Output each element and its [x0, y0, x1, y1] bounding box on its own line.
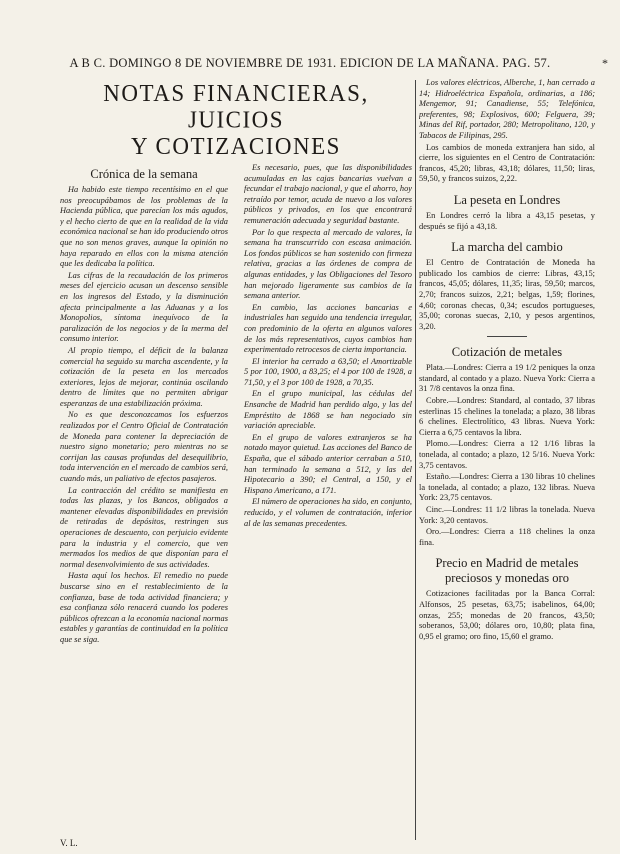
oro-text: Cotizaciones facilitadas por la Banca Corral: Alfonsos, 25 pesetas, 63,75; isabelinos, 64,00; onzas, 255; monedas de 20 francos, 43,50; soberanos, 53,00; dólares oro, 10,80; plata fina, 0,95 el gramo; oro fino, 15,60 el gramo. — [419, 589, 595, 641]
article-headline — [60, 80, 412, 160]
paragraph: Es necesario, pues, que las disponibilidades acumuladas en las cajas bancarias vuelvan a fecundar el trabajo nacional, y que el ahorro, hoy retraído por temor, acuda de nuevo a los valores públicos y privados, en los que encontrará remuneración adecuada y seguridad bastante. — [244, 163, 412, 225]
divider — [487, 336, 527, 337]
headline-line-2: Y COTIZACIONES — [131, 132, 341, 160]
headline-line-1: NOTAS FINANCIERAS, JUICIOS — [103, 79, 369, 133]
paragraph: Al propio tiempo, el déficit de la balanza comercial ha seguido su marcha ascendente, y la cotización de la peseta en los mercados exteriores, lejos de mejorar, continúa oscilando dentro de límites que no permiten abrigar esperanzas de una estabilización próxima. — [60, 345, 228, 408]
article-column-1 — [60, 163, 228, 647]
header-mark: * — [602, 56, 608, 70]
page-footer: V. L. — [60, 838, 78, 848]
oro-title: Precio en Madrid de metales preciosos y monedas oro — [435, 556, 579, 586]
paragraph: Las cifras de la recaudación de los primeros meses del ejercicio acusan un descenso sensible en los ingresos del Estado, y la disminución afecta principalmente a las Aduanas y a los Monopolios, síntoma inequívoco de la paralización de los negocios y de la merma del consumo interior. — [60, 270, 228, 344]
peseta-title: La peseta en Londres — [453, 192, 561, 207]
cambio-title: La marcha del cambio — [451, 240, 563, 255]
paragraph: El interior ha cerrado a 63,50; el Amortizable 5 por 100, 1900, a 83,25; el 4 por 100 de 1928, a 71,50, y el 3 por 100 de 1928, a 70,35. — [244, 356, 412, 387]
paragraph: Oro.—Londres: Cierra a 118 chelines la onza fina. — [419, 527, 595, 547]
paragraph: En el grupo municipal, las cédulas del Ensanche de Madrid han perdido algo, y las del Empréstito de 1868 se han negociado sin variación apreciable. — [244, 389, 412, 431]
page-header: A B C. DOMINGO 8 DE NOVIEMBRE DE 1931. EDICION DE LA MAÑANA. PAG. 57. — [69, 56, 551, 70]
paragraph: El número de operaciones ha sido, en conjunto, reducido, y el volumen de contratación, inferior al de las semanas precedentes. — [244, 497, 412, 528]
paragraph: Cobre.—Londres: Standard, al contado, 37 libras esterlinas 15 chelines la tonelada; a plazo, 38 libras 6 chelines. Electrolítico, 43 libras. Nueva York: Cierra a 6,75 centavos la libra. — [419, 396, 595, 437]
cambio-text: El Centro de Contratación de Moneda ha publicado los cambios de cierre: Libras, 43,15; francos, 45,05; dólares, 11,35; liras, 59,50; marcos, 2,70; francos suizos, 2,21; belgas, 1,59; florines, 4,60; coronas checas, 0,34; escudos portugueses, 35,00; coronas suecas, 2,10, y pesos argentinos, 3,20. — [419, 258, 595, 331]
article-column-2 — [244, 163, 412, 647]
paragraph: En el grupo de valores extranjeros se ha notado mayor quietud. Las acciones del Banco de España, que el sábado anterior cerraban a 510, han terminado la semana a 512, y las del Hipotecario a 390; el Central, a 150, y el Hispano Americano, a 171. — [244, 432, 412, 495]
paragraph: No es que desconozcamos los esfuerzos realizados por el Centro Oficial de Contratación de Moneda para contener la depreciación de nuestro signo monetario; pero mientras no se corrijan las causas profundas del desequilibrio, toda intervención en el mercado de cambios será, cuando más, un paliativo de efectos pasajeros. — [60, 410, 228, 484]
paragraph: Los valores eléctricos, Alberche, 1, han cerrado a 14; Hidroeléctrica Española, ordinarias, a 186; Mengemor, 91; Canadiense, 55; Telefónica, preferentes, 98; Explosivos, 600; Felguera, 39; Minas del Rif, portador, 280; Metropolitano, 120, y Tabacos de Filipinas, 295. — [419, 78, 595, 140]
paragraph: Cinc.—Londres: 11 1/2 libras la tonelada. Nueva York: 3,20 centavos. — [419, 505, 595, 525]
paragraph: Estaño.—Londres: Cierra a 130 libras 10 chelines la tonelada, al contado; a plazo, 132 libras. Nueva York: 23,75 centavos. — [419, 472, 595, 503]
metales-title: Cotización de metales — [451, 345, 563, 360]
main-article — [60, 78, 412, 846]
paragraph: Ha habido este tiempo recentísimo en el que nos preocupábamos de los problemas de la Hacienda pública, que parecían los más agudos, y el hecho cierto de que en la realidad de la vida económica nacional se han ido produciendo otros que no son menos graves, aunque la opinión no haya reparado en ellos con la misma atención que les dedicaba la política. — [60, 185, 228, 269]
article-columns — [60, 163, 412, 647]
paragraph: Por lo que respecta al mercado de valores, la semana ha transcurrido con escasa animación. Los fondos públicos se han sostenido con firmeza relativa, gracias a las órdenes de compra de algunas entidades, y las Obligaciones del Tesoro han mejorado ligeramente sus cambios de la semana anterior. — [244, 227, 412, 301]
column-rule — [415, 80, 416, 840]
section-title: Crónica de la semana — [90, 167, 198, 181]
paragraph: Hasta aquí los hechos. El remedio no puede buscarse sino en el restablecimiento de la confianza, base de toda actividad financiera; y esa confianza sólo renacerá cuando los poderes públicos ofrezcan a la economía nacional normas estables y garantías de continuidad en la política que se siga. — [60, 571, 228, 644]
right-column — [419, 78, 595, 846]
paragraph: Plomo.—Londres: Cierra a 12 1/16 libras la tonelada, al contado; a plazo, 12 5/16. Nueva York: 3,75 centavos. — [419, 439, 595, 470]
paragraph: La contracción del crédito se manifiesta en todas las plazas, y los Bancos, obligados a mantener elevadas disponibilidades en previsión de retiradas de depósitos, restringen sus operaciones de descuento, con perjuicio evidente para la industria y el comercio, que ven mermados los medios de que disponían para el normal desenvolvimiento de sus actividades. — [60, 485, 228, 569]
paragraph: Plata.—Londres: Cierra a 19 1/2 peniques la onza standard, al contado y a plazo. Nueva York: Cierra a 31 7/8 centavos la onza fina. — [419, 363, 595, 394]
paragraph: Los cambios de moneda extranjera han sido, al cierre, los siguientes en el Centro de Contratación: francos, 45,20; libras, 43,18; dólares, 11,50; liras, 59,50, y francos suizos, 2,22. — [419, 142, 595, 184]
paragraph: En cambio, las acciones bancarias e industriales han seguido una tendencia irregular, con predominio de la oferta en algunos valores de los más representativos, cuyos cambios han experimentado retrocesos de cierta importancia. — [244, 302, 412, 355]
peseta-text: En Londres cerró la libra a 43,15 pesetas, y después se fijó a 43,18. — [419, 210, 595, 231]
